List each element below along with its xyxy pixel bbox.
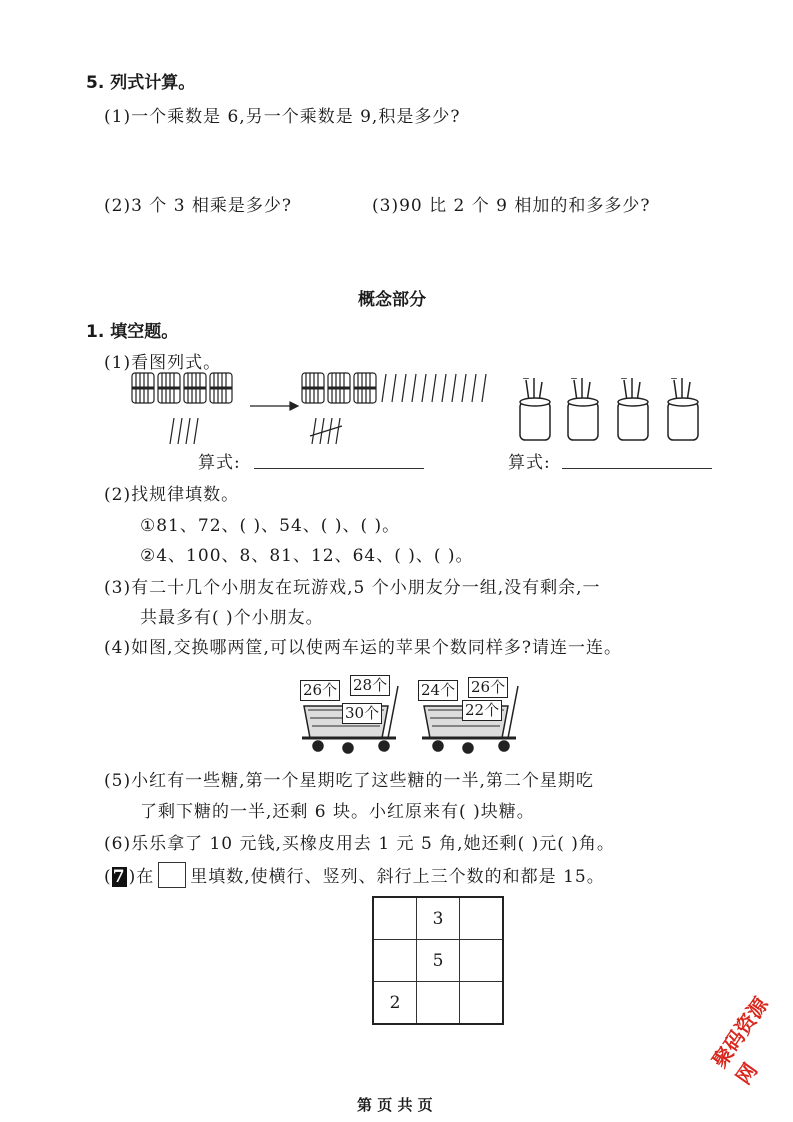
grid-cell: 3 <box>417 897 460 940</box>
cart-left-tag-2: 28个 <box>350 675 390 696</box>
question-5-line-2: 了剩下糖的一半,还剩 6 块。小红原来有( )块糖。 <box>140 802 535 822</box>
grid-row <box>373 940 503 982</box>
formula-label-right: 算式: <box>508 453 551 473</box>
question-3-line-1: (3)有二十几个小朋友在玩游戏,5 个小朋友分一组,没有剩余,一 <box>104 578 601 598</box>
formula-label-left: 算式: <box>198 453 241 473</box>
section-5-heading: 5. 列式计算。 <box>86 73 196 93</box>
section-title: 概念部分 <box>358 290 426 310</box>
question-2-sequence-b: ②4、100、8、81、12、64、( )、( )。 <box>140 546 474 566</box>
grid-cell[interactable] <box>460 982 504 1025</box>
question-5-line-1: (5)小红有一些糖,第一个星期吃了这些糖的一半,第二个星期吃 <box>104 771 594 791</box>
question-2: (2)找规律填数。 <box>104 485 240 505</box>
grid-cell: 2 <box>373 982 417 1025</box>
question-5-3: (3)90 比 2 个 9 相加的和多多少? <box>372 196 651 216</box>
grid-cell[interactable] <box>460 897 504 940</box>
fill-blank-heading: 1. 填空题。 <box>86 322 179 342</box>
grid-row <box>373 982 503 1025</box>
question-2-sequence-a: ①81、72、( )、54、( )、( )。 <box>140 516 401 536</box>
grid-cell[interactable] <box>373 897 417 940</box>
cart-left-tag-1: 26个 <box>300 680 340 701</box>
grid-cell[interactable] <box>460 940 504 982</box>
sticks-svg <box>130 370 500 450</box>
cart-right-tag-1: 24个 <box>418 680 458 701</box>
question-5-2: (2)3 个 3 相乘是多少? <box>104 196 293 216</box>
grid-cell[interactable] <box>417 982 460 1025</box>
question-7-prefix: )在 <box>128 867 155 887</box>
grid-cell: 5 <box>417 940 460 982</box>
formula-answer-line-right[interactable] <box>562 468 712 469</box>
grid-cell[interactable] <box>373 940 417 982</box>
question-6: (6)乐乐拿了 10 元钱,买橡皮用去 1 元 5 角,她还剩( )元( )角。 <box>104 834 615 854</box>
question-7-open-paren: ( <box>104 867 112 887</box>
question-5-1: (1)一个乘数是 6,另一个乘数是 9,积是多少? <box>104 107 461 127</box>
page-footer: 第 页 共 页 <box>357 1096 433 1114</box>
question-7-text: 里填数,使横行、竖列、斜行上三个数的和都是 15。 <box>190 867 605 887</box>
question-1: (1)看图列式。 <box>104 353 222 373</box>
formula-answer-line-left[interactable] <box>254 468 424 469</box>
question-7 <box>104 862 605 888</box>
cart-left-tag-3: 30个 <box>342 703 382 724</box>
question-4: (4)如图,交换哪两筐,可以使两车运的苹果个数同样多?请连一连。 <box>104 638 623 658</box>
magic-square-grid <box>372 896 504 1025</box>
grid-row <box>373 897 503 940</box>
blank-box-icon <box>158 862 186 888</box>
question-3-line-2: 共最多有( )个小朋友。 <box>140 608 324 628</box>
cart-right-tag-2: 26个 <box>468 677 508 698</box>
pencil-cups-svg <box>516 378 706 444</box>
watermark: 聚码资源网 <box>707 992 773 1089</box>
question-7-number-badge: 7 <box>112 867 126 887</box>
cart-right-tag-3: 22个 <box>462 700 502 721</box>
